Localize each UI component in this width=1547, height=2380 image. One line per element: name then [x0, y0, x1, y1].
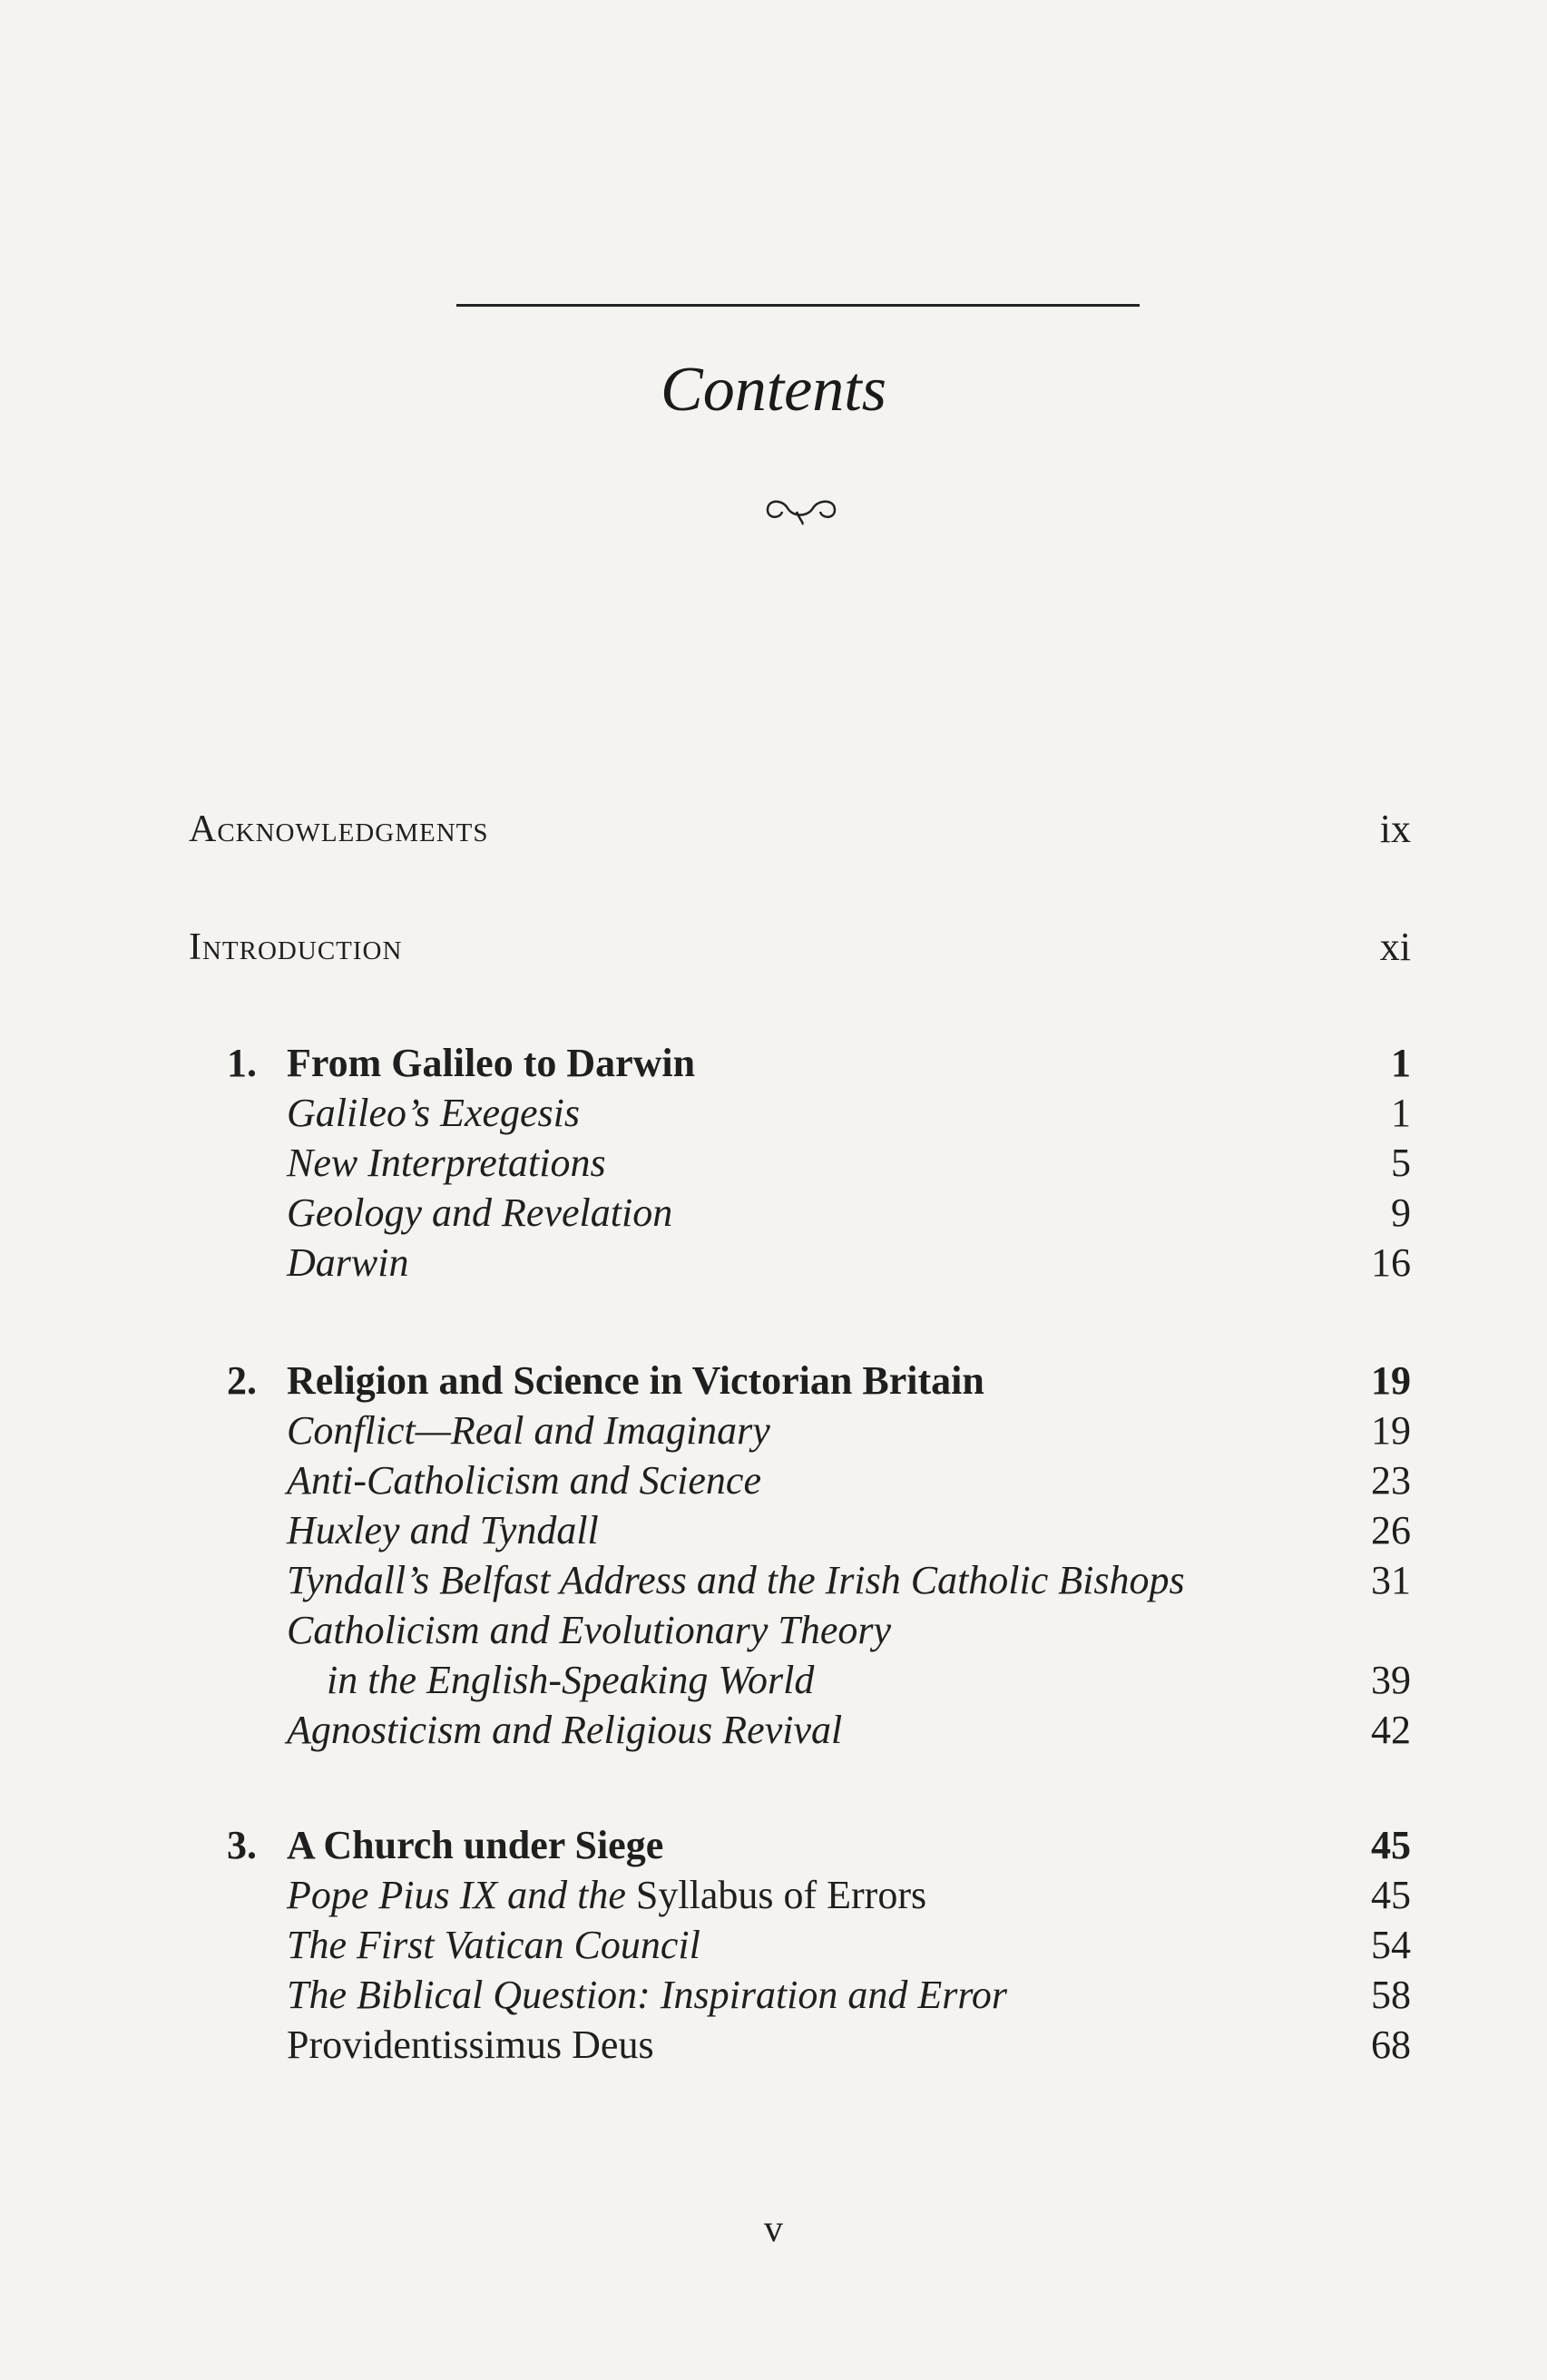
section-title: Providentissimus Deus: [287, 2023, 654, 2067]
section-page: 9: [1391, 1190, 1411, 1235]
section-page: 16: [1371, 1240, 1411, 1285]
section-title: Galileo’s Exegesis: [287, 1091, 581, 1135]
chapter-number: 2.: [227, 1358, 257, 1403]
toc-section: [0, 2014, 1547, 2069]
toc-section: [0, 1450, 1547, 1504]
chapter-page: 1: [1391, 1041, 1411, 1085]
chapter-page: 45: [1371, 1823, 1411, 1867]
chapter-number: 3.: [227, 1823, 257, 1867]
toc-section: [0, 1699, 1547, 1754]
section-page: 26: [1371, 1508, 1411, 1552]
section-title: Geology and Revelation: [287, 1190, 673, 1235]
section-page: 68: [1371, 2023, 1411, 2067]
chapter-title: From Galileo to Darwin: [287, 1041, 696, 1085]
top-rule: [456, 304, 1140, 307]
toc-chapter-1: [0, 1033, 1547, 1087]
section-page: 5: [1391, 1141, 1411, 1185]
section-title: Catholicism and Evolutionary Theory: [287, 1608, 892, 1652]
section-page: 19: [1371, 1408, 1411, 1453]
toc-chapter-3: [0, 1815, 1547, 1869]
toc-entry-page: xi: [1379, 925, 1411, 969]
section-page: 54: [1371, 1923, 1411, 1967]
chapter-page: 19: [1371, 1358, 1411, 1403]
toc-section: [0, 1500, 1547, 1554]
section-page: 45: [1371, 1873, 1411, 1917]
chapter-title: A Church under Siege: [287, 1823, 664, 1867]
toc-entry-acknowledgments: [0, 798, 1547, 853]
toc-entry-page: ix: [1379, 807, 1411, 851]
toc-section: [0, 1865, 1547, 1919]
section-page: 31: [1371, 1558, 1411, 1602]
toc-section: [0, 1550, 1547, 1604]
chapter-title: Religion and Science in Victorian Britain: [287, 1358, 984, 1403]
section-title: Conflict—Real and Imaginary: [287, 1408, 770, 1453]
section-title: The Biblical Question: Inspiration and Error: [287, 1973, 1008, 2017]
section-title: [287, 1872, 926, 1919]
chapter-number: 1.: [227, 1041, 257, 1085]
section-title: New Interpretations: [287, 1141, 606, 1185]
section-title-italic-part: Pope Pius IX and the: [287, 1873, 626, 1917]
toc-section-continuation: [0, 1650, 1547, 1704]
section-title: Agnosticism and Religious Revival: [287, 1708, 843, 1752]
toc-entry-label: Introduction: [189, 926, 403, 968]
toc-section: [0, 1915, 1547, 1969]
toc-chapter-2: [0, 1350, 1547, 1405]
fleuron-icon: [760, 490, 842, 526]
section-title: Huxley and Tyndall: [287, 1508, 599, 1552]
page-title: Contents: [661, 355, 886, 425]
toc-section: [0, 1600, 1547, 1654]
toc-entry-label: Acknowledgments: [189, 808, 489, 850]
section-page: 39: [1371, 1658, 1411, 1702]
section-page: 1: [1391, 1091, 1411, 1135]
section-title: Tyndall’s Belfast Address and the Irish Catholic Bishops: [287, 1558, 1185, 1602]
section-page: 23: [1371, 1458, 1411, 1503]
toc-section: [0, 1182, 1547, 1237]
section-page: 42: [1371, 1708, 1411, 1752]
toc-entry-introduction: [0, 916, 1547, 971]
section-title-roman-part: Syllabus of Errors: [635, 1873, 927, 1917]
toc-section: [0, 1132, 1547, 1187]
section-title: Anti-Catholicism and Science: [287, 1458, 761, 1503]
section-title: Darwin: [287, 1240, 409, 1285]
section-title: in the English-Speaking World: [327, 1658, 815, 1702]
page-number: v: [764, 2209, 783, 2250]
toc-section: [0, 1082, 1547, 1137]
toc-section: [0, 1964, 1547, 2019]
section-page: 58: [1371, 1973, 1411, 2017]
section-title: The First Vatican Council: [287, 1923, 700, 1967]
toc-section: [0, 1400, 1547, 1454]
toc-section: [0, 1232, 1547, 1287]
